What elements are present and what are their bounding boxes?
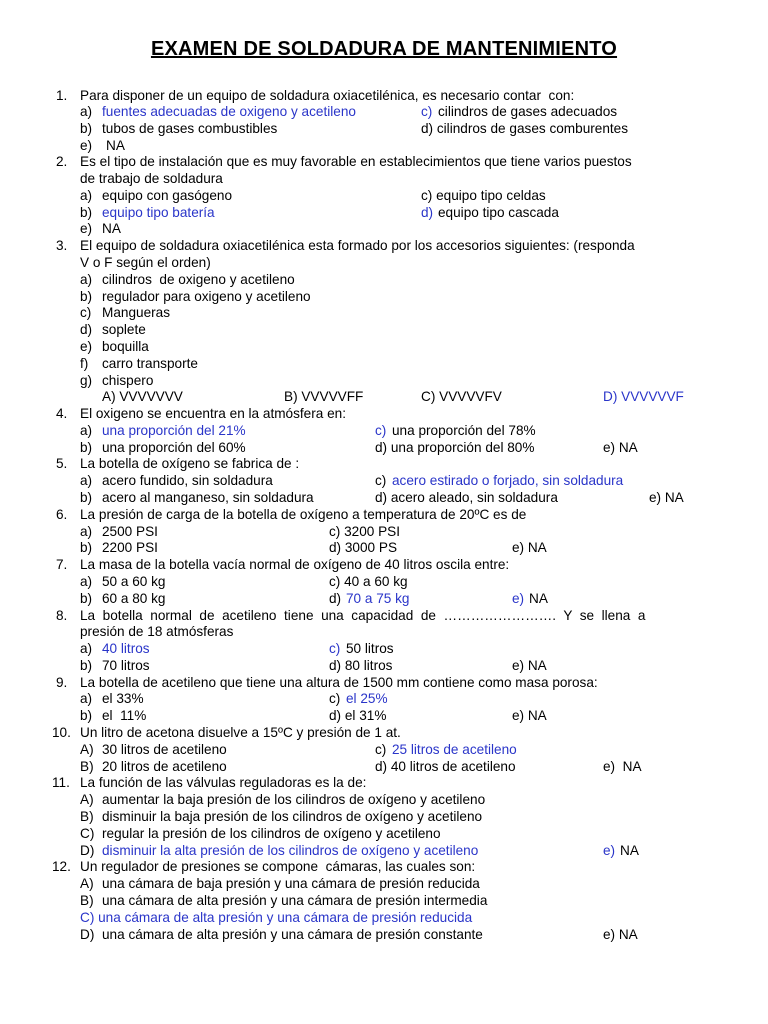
exam-text: 12.	[52, 859, 71, 874]
exam-text: 50 a 60 kg	[102, 574, 166, 589]
exam-text: b)	[80, 658, 93, 673]
exam-text: b)	[80, 205, 93, 220]
exam-text: de trabajo de soldadura	[80, 171, 223, 186]
exam-text: 70 a 75 kg	[346, 591, 410, 606]
exam-text: c)	[375, 742, 387, 757]
exam-text: 1.	[56, 88, 68, 103]
exam-text: g)	[80, 373, 93, 388]
exam-text: Mangueras	[102, 305, 171, 320]
exam-text: Un regulador de presiones se compone cámaras, las cuales son:	[80, 859, 476, 874]
exam-text: NA	[102, 221, 121, 236]
exam-text: a)	[80, 104, 93, 119]
exam-text: c)	[421, 104, 433, 119]
exam-text: D)	[80, 843, 95, 858]
exam-text: a)	[80, 524, 93, 539]
exam-text: e) NA	[512, 708, 547, 723]
exam-text: B)	[80, 759, 94, 774]
exam-text: c) 3200 PSI	[329, 524, 401, 539]
exam-text: d) 80 litros	[329, 658, 393, 673]
exam-text: e)	[512, 591, 525, 606]
exam-text: Para disponer de un equipo de soldadura oxiacetilénica, es necesario contar con:	[80, 88, 575, 103]
exam-text: Es el tipo de instalación que es muy favorable en establecimientos que tiene varios puestos	[80, 154, 632, 169]
exam-text: b)	[80, 121, 93, 136]
exam-text: El oxigeno se encuentra en la atmósfera en:	[80, 406, 347, 421]
exam-text: b)	[80, 490, 93, 505]
exam-text: el 11%	[102, 708, 147, 723]
exam-text: el 25%	[346, 691, 388, 706]
exam-text: B)	[80, 893, 94, 908]
exam-text: regular la presión de los cilindros de oxígeno y acetileno	[102, 826, 441, 841]
exam-text: 20 litros de acetileno	[102, 759, 227, 774]
exam-text: A)	[80, 876, 94, 891]
exam-text: 3.	[56, 238, 68, 253]
exam-text: b)	[80, 289, 93, 304]
exam-text: 2.	[56, 154, 68, 169]
exam-text: el 33%	[102, 691, 144, 706]
exam-text: una proporción del 21%	[102, 423, 246, 438]
exam-text: equipo con gasógeno	[102, 188, 233, 203]
exam-text: Un litro de acetona disuelve a 15ºC y presión de 1 at.	[80, 725, 401, 740]
exam-text: a)	[80, 691, 93, 706]
exam-text: La función de las válvulas reguladoras es la de:	[80, 775, 367, 790]
exam-text: La botella normal de acetileno tiene una capacidad de ……………………. Y se llena a	[80, 608, 646, 623]
exam-text: e)	[80, 138, 93, 153]
exam-text: 11.	[52, 775, 70, 790]
exam-text: 2200 PSI	[102, 540, 158, 555]
exam-text: b)	[80, 540, 93, 555]
exam-text: una cámara de alta presión y una cámara de presión constante	[102, 927, 483, 942]
exam-text: b)	[80, 708, 93, 723]
exam-text: La botella de acetileno que tiene una altura de 1500 mm contiene como masa porosa:	[80, 675, 598, 690]
exam-text: c) equipo tipo celdas	[421, 188, 546, 203]
exam-text: 30 litros de acetileno	[102, 742, 227, 757]
exam-text: b)	[80, 440, 93, 455]
exam-text: c)	[329, 691, 341, 706]
exam-text: C) una cámara de alta presión y una cámara de presión reducida	[80, 910, 473, 925]
exam-text: D)	[80, 927, 95, 942]
exam-text: acero al manganeso, sin soldadura	[102, 490, 314, 505]
exam-text: acero fundido, sin soldadura	[102, 473, 273, 488]
exam-text: cilindros de gases adecuados	[438, 104, 618, 119]
exam-text: a)	[80, 272, 93, 287]
exam-text: NA	[106, 138, 125, 153]
exam-text: c)	[80, 305, 92, 320]
exam-text: carro transporte	[102, 356, 198, 371]
exam-text: d) acero aleado, sin soldadura	[375, 490, 558, 505]
exam-text: d)	[329, 591, 342, 606]
exam-text: c)	[375, 473, 387, 488]
exam-text: d) 40 litros de acetileno	[375, 759, 516, 774]
exam-text: 25 litros de acetileno	[392, 742, 517, 757]
exam-text: 9.	[56, 675, 68, 690]
exam-text: 70 litros	[102, 658, 150, 673]
exam-text: c)	[329, 641, 341, 656]
exam-text: A)	[80, 742, 94, 757]
exam-text: a)	[80, 574, 93, 589]
exam-text: una proporción del 60%	[102, 440, 246, 455]
exam-text: D) VVVVVVF	[603, 389, 684, 404]
exam-text: boquilla	[102, 339, 149, 354]
exam-text: fuentes adecuadas de oxigeno y acetileno	[102, 104, 356, 119]
exam-text: d) el 31%	[329, 708, 387, 723]
exam-text: a)	[80, 423, 93, 438]
exam-text: d) 3000 PS	[329, 540, 398, 555]
exam-text: c)	[375, 423, 387, 438]
exam-text: 8.	[56, 608, 68, 623]
exam-text: chispero	[102, 373, 154, 388]
exam-text: NA	[529, 591, 548, 606]
exam-text: disminuir la alta presión de los cilindros de oxígeno y acetileno	[102, 843, 479, 858]
exam-text: C)	[80, 826, 95, 841]
exam-text: e) NA	[649, 490, 684, 505]
exam-text: regulador para oxigeno y acetileno	[102, 289, 311, 304]
exam-text: 6.	[56, 507, 68, 522]
exam-text: aumentar la baja presión de los cilindros de oxígeno y acetileno	[102, 792, 486, 807]
exam-text: A) VVVVVVV	[102, 389, 183, 404]
exam-text: B)	[80, 809, 94, 824]
exam-text: El equipo de soldadura oxiacetilénica esta formado por los accesorios siguientes: (responda	[80, 238, 635, 253]
exam-text: NA	[620, 843, 639, 858]
exam-text: soplete	[102, 322, 146, 337]
exam-text: tubos de gases combustibles	[102, 121, 278, 136]
exam-text: La presión de carga de la botella de oxígeno a temperatura de 20ºC es de	[80, 507, 527, 522]
exam-text: e) NA	[603, 927, 638, 942]
exam-text: A)	[80, 792, 94, 807]
exam-text: e) NA	[512, 540, 547, 555]
exam-text: e)	[80, 339, 93, 354]
exam-text: equipo tipo cascada	[438, 205, 559, 220]
exam-text: b)	[80, 591, 93, 606]
exam-text: e) NA	[512, 658, 547, 673]
exam-text: d) cilindros de gases comburentes	[421, 121, 629, 136]
exam-text: e) NA	[603, 440, 638, 455]
exam-text: d)	[421, 205, 434, 220]
exam-text: 50 litros	[346, 641, 394, 656]
exam-text: a)	[80, 641, 93, 656]
exam-text: La botella de oxígeno se fabrica de :	[80, 456, 300, 471]
exam-text: 7.	[56, 557, 68, 572]
exam-text: 10.	[52, 725, 71, 740]
exam-text: e)	[603, 843, 616, 858]
exam-text: d) una proporción del 80%	[375, 440, 535, 455]
exam-text: equipo tipo batería	[102, 205, 215, 220]
exam-text: cilindros de oxigeno y acetileno	[102, 272, 295, 287]
exam-text: a)	[80, 473, 93, 488]
exam-text: C) VVVVVFV	[421, 389, 502, 404]
exam-text: una proporción del 78%	[392, 423, 536, 438]
exam-text: d)	[80, 322, 93, 337]
exam-text: acero estirado o forjado, sin soldadura	[392, 473, 624, 488]
exam-text: V o F según el orden)	[80, 255, 211, 270]
exam-text: a)	[80, 188, 93, 203]
exam-text: 40 litros	[102, 641, 150, 656]
exam-text: 2500 PSI	[102, 524, 158, 539]
exam-text: c) 40 a 60 kg	[329, 574, 408, 589]
exam-text: e) NA	[603, 759, 642, 774]
exam-text: La masa de la botella vacía normal de oxígeno de 40 litros oscila entre:	[80, 557, 510, 572]
exam-text: e)	[80, 221, 93, 236]
exam-text: 5.	[56, 456, 68, 471]
exam-text: disminuir la baja presión de los cilindros de oxígeno y acetileno	[102, 809, 483, 824]
exam-text: 60 a 80 kg	[102, 591, 166, 606]
exam-text: 4.	[56, 406, 68, 421]
exam-text: f)	[80, 356, 89, 371]
exam-text: una cámara de alta presión y una cámara de presión intermedia	[102, 893, 488, 908]
exam-text: presión de 18 atmósferas	[80, 624, 234, 639]
exam-text: una cámara de baja presión y una cámara de presión reducida	[102, 876, 480, 891]
page-title: EXAMEN DE SOLDADURA DE MANTENIMIENTO	[150, 38, 618, 60]
exam-text: B) VVVVVFF	[284, 389, 364, 404]
